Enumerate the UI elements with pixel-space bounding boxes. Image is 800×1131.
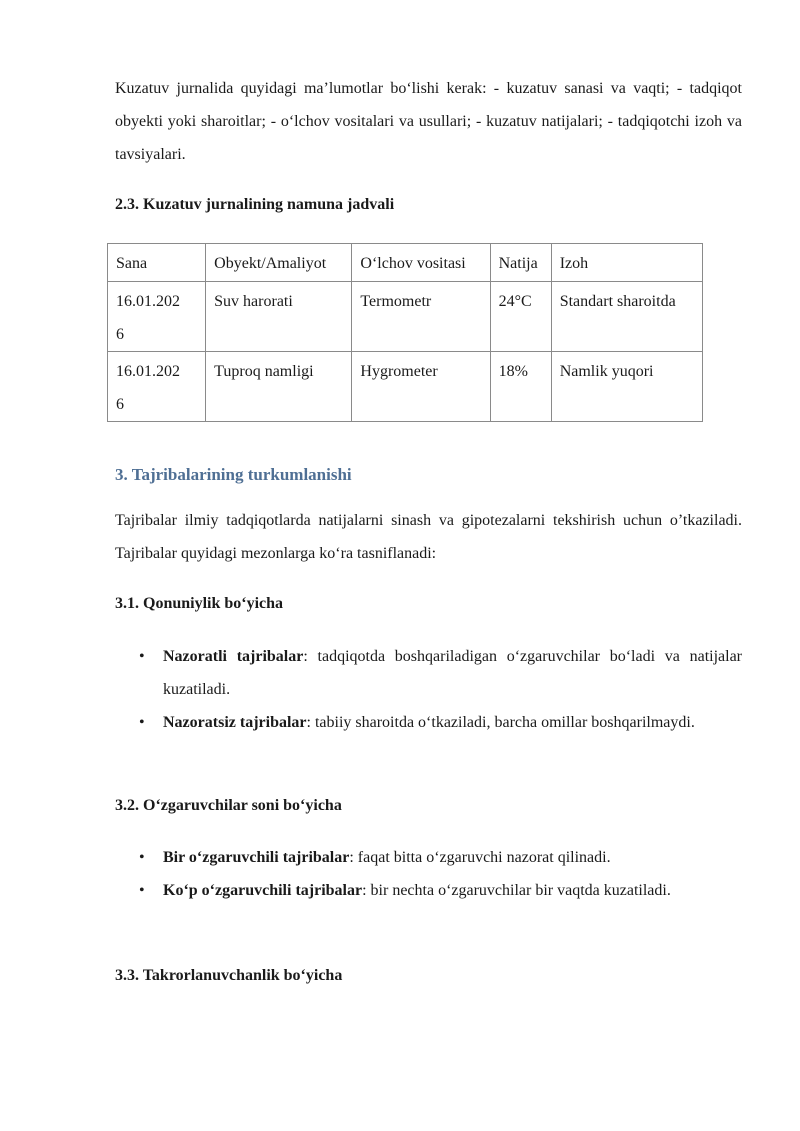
- section-3-3-heading: 3.3. Takrorlanuvchanlik bo‘yicha: [115, 967, 343, 984]
- intro-paragraph: Kuzatuv jurnalida quyidagi ma’lumotlar bo‘lishi kerak: - kuzatuv sanasi va vaqti; - tadqiqot obyekti yoki sharoitlar; - o‘lchov vositalari va usullari; - kuzatuv natijalari; - tadqiqotchi izoh va tavsiyalari.: [115, 80, 742, 163]
- table-cell: Standart sharoitda: [551, 282, 702, 352]
- table-cell-date: [108, 282, 206, 352]
- section-3-1-list: [115, 640, 742, 739]
- table-cell: Namlik yuqori: [551, 352, 702, 422]
- list-item: [115, 640, 742, 706]
- table-row: [108, 282, 703, 352]
- table-header-cell: Izoh: [551, 244, 702, 282]
- date-line-2: 6: [116, 326, 124, 343]
- bullet-icon: •: [139, 648, 145, 665]
- bullet-icon: •: [139, 714, 145, 731]
- table-header-row: [108, 244, 703, 282]
- list-item-text: : faqat bitta o‘zgaruvchi nazorat qilinadi.: [349, 849, 611, 866]
- list-item-text: : tadqiqotda boshqariladigan o‘zgaruvchilar bo‘ladi va natijalar kuzatiladi.: [163, 648, 743, 698]
- table-cell: 18%: [490, 352, 551, 422]
- section-3-paragraph: Tajribalar ilmiy tadqiqotlarda natijalarni sinash va gipotezalarni tekshirish uchun o’tkaziladi. Tajribalar quyidagi mezonlarga ko‘ra tasniflanadi:: [115, 512, 742, 562]
- table-row: [108, 352, 703, 422]
- table-header-cell: Obyekt/Amaliyot: [206, 244, 352, 282]
- table-header-cell: Sana: [108, 244, 206, 282]
- section-3-2-heading: 3.2. O‘zgaruvchilar soni bo‘yicha: [115, 797, 342, 814]
- list-item-text: : tabiiy sharoitda o‘tkaziladi, barcha omillar boshqarilmaydi.: [306, 714, 695, 731]
- section-3-heading: 3. Tajribalarining turkumlanishi: [115, 465, 352, 484]
- list-item-term: Bir o‘zgaruvchili tajribalar: [163, 849, 350, 866]
- table-cell: 24°C: [490, 282, 551, 352]
- table-header-cell: O‘lchov vositasi: [352, 244, 490, 282]
- list-item: [115, 706, 742, 739]
- bullet-icon: •: [139, 849, 145, 866]
- table-cell-date: [108, 352, 206, 422]
- table-cell: Hygrometer: [352, 352, 490, 422]
- date-line-2: 6: [116, 396, 124, 413]
- date-line-1: 16.01.202: [116, 293, 180, 310]
- section-3-1-heading: 3.1. Qonuniylik bo‘yicha: [115, 595, 284, 612]
- list-item-text: : bir nechta o‘zgaruvchilar bir vaqtda kuzatiladi.: [362, 882, 671, 899]
- section-3-2-list: [115, 841, 742, 907]
- list-item-term: Nazoratsiz tajribalar: [163, 714, 307, 731]
- table-header-cell: Natija: [490, 244, 551, 282]
- list-item: [115, 874, 742, 907]
- section-2-3-heading: 2.3. Kuzatuv jurnalining namuna jadvali: [115, 196, 395, 213]
- table-cell: Termometr: [352, 282, 490, 352]
- table-cell: Suv harorati: [206, 282, 352, 352]
- list-item-term: Nazoratli tajribalar: [163, 648, 304, 665]
- journal-sample-table: [107, 243, 703, 422]
- table-cell: Tuproq namligi: [206, 352, 352, 422]
- list-item: [115, 841, 742, 874]
- date-line-1: 16.01.202: [116, 363, 180, 380]
- bullet-icon: •: [139, 882, 145, 899]
- list-item-term: Ko‘p o‘zgaruvchili tajribalar: [163, 882, 363, 899]
